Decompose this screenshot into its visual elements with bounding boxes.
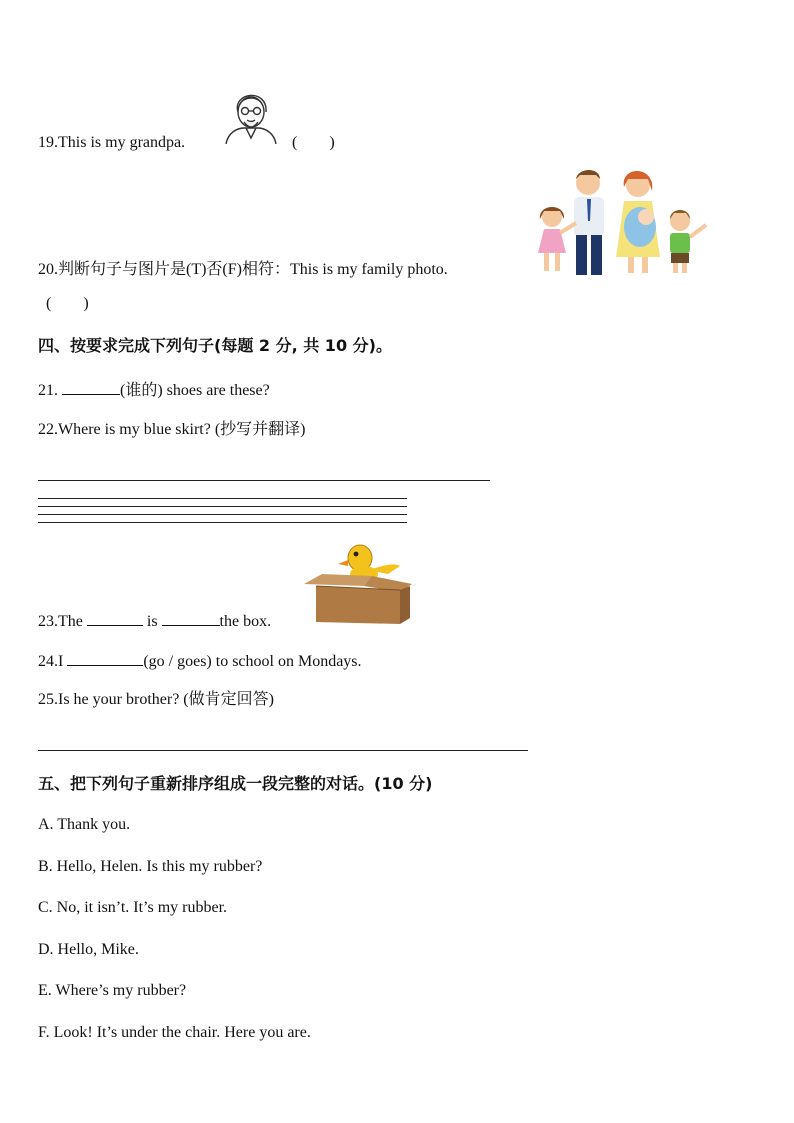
question-21-blank[interactable] (62, 378, 120, 395)
writing-line-2[interactable] (38, 506, 407, 507)
writing-line-1[interactable] (38, 498, 407, 499)
question-23: 23.The is the box. (38, 609, 271, 632)
dialogue-option-d: D. Hello, Mike. (38, 941, 139, 958)
family-photo-icon (530, 165, 712, 277)
question-20 (38, 260, 448, 280)
question-20-answer-paren[interactable]: ( ) (46, 295, 89, 312)
dialogue-option-c: C. No, it isn’t. It’s my rubber. (38, 899, 228, 916)
question-21: 21. (谁的) shoes are these? (38, 378, 270, 401)
question-23-blank-1[interactable] (87, 609, 143, 626)
dialogue-option-a: A. Thank you. (38, 816, 131, 833)
question-22-answer-line[interactable] (38, 480, 490, 481)
question-23-blank-2[interactable] (162, 609, 220, 626)
question-24: 24.I (go / goes) to school on Mondays. (38, 649, 362, 672)
question-25-answer-line[interactable] (38, 750, 528, 751)
question-25: 25.Is he your brother? (做肯定回答) (38, 691, 274, 708)
question-19 (38, 133, 185, 153)
dialogue-option-f: F. Look! It’s under the chair. Here you are. (38, 1024, 311, 1041)
writing-line-3[interactable] (38, 514, 407, 515)
dialogue-option-e: E. Where’s my rubber? (38, 982, 187, 999)
question-22: 22.Where is my blue skirt? (抄写并翻译) (38, 421, 306, 438)
section-4-title: 四、按要求完成下列句子(每题 2 分, 共 10 分)。 (38, 336, 392, 355)
dialogue-option-b: B. Hello, Helen. Is this my rubber? (38, 858, 263, 875)
duck-in-box-icon (302, 540, 416, 626)
question-19-answer-paren[interactable]: ( ) (292, 134, 335, 151)
question-19-text: 19.This is my grandpa. (38, 134, 186, 151)
writing-line-4[interactable] (38, 522, 407, 523)
question-24-blank[interactable] (67, 649, 143, 666)
section-5-title: 五、把下列句子重新排序组成一段完整的对话。(10 分) (38, 774, 433, 793)
question-20-text: 20.判断句子与图片是(T)否(F)相符：This is my family photo. (38, 261, 448, 278)
grandpa-icon (222, 82, 280, 146)
